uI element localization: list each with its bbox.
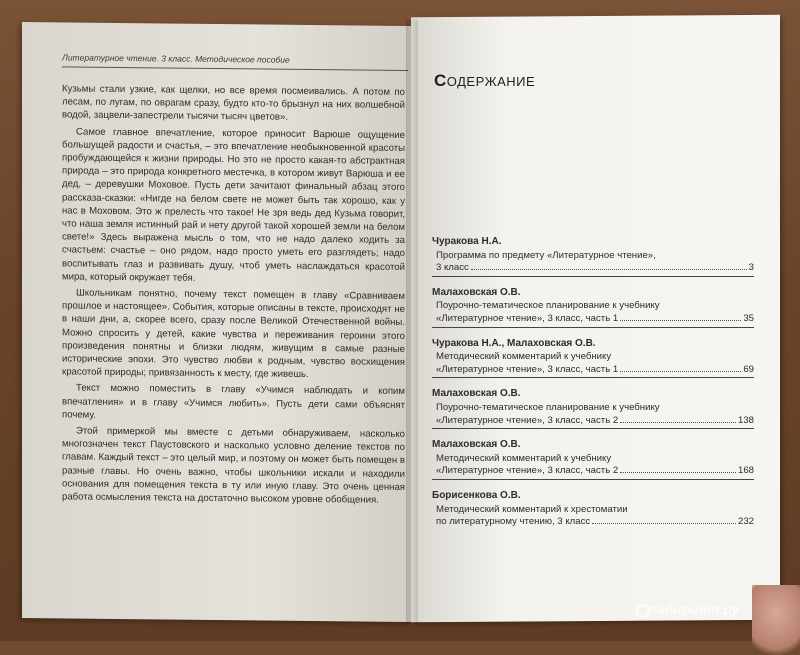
running-head-rule	[62, 66, 408, 71]
toc-author: Чуракова Н.А., Малаховская О.В.	[432, 337, 596, 349]
paragraph: Этой примеркой мы вместе с детьми обнаруживаем, насколько многозначен текст Паустовского и насколько условно деление текстов по главам. Каждый текст – это целый мир, и поэтому он может быть помещен в разные главы. Но очень важно, чтобы школьники искали и находили основания для помещения текста в ту или иную главу. Это очень ценная работа осмысления текста на достаточно высоком уровне обобщения.	[62, 425, 405, 506]
toc-line-text: «Литературное чтение», 3 класс, часть 2	[436, 465, 619, 477]
paragraph: Самое главное впечатление, которое приносит Варюше ощущение большущей радости и счастья, – это впечатление необыкновенной красоты пробуждающейся к жизни природы. Но это не просто какая-то абстрактная природа – это природа конкретного местечка, в котором живут Варюша и ее дед, – деревушки Моховое. Пусть дети зачитают финальный абзац этого рассказа-сказки: «Нигде на белом свете не может быть так хорошо, как у нас в Моховом. Это ж прелесть что такое! Не зря ведь дед Кузьма говорит, что наша земля истинный рай и нету другой такой хорошей земли на белом свете!» Здесь выражена мысль о том, что не надо далеко ходить за счастьем: счастье – оно рядом, надо просто уметь его разглядеть; надо воспитывать глаз и развивать душу, чтоб уметь наслаждаться красотой мира, который окружает тебя.	[62, 126, 405, 284]
toc-rule	[432, 276, 754, 277]
finger-thumb	[752, 585, 800, 655]
toc-author: Малаховская О.В.	[432, 286, 521, 298]
toc-leader-dots	[620, 370, 741, 372]
toc-rule	[432, 327, 754, 328]
toc-entry	[432, 490, 754, 529]
paragraph: Школьникам понятно, почему текст помещен в главу «Сравниваем прошлое и настоящее». События, которые описаны в тексте, происходят не в наши дни, а, скорее всего, сразу после Великой Отечественной войны. Можно спросить у детей, какие чувства и переживания героини этого произведения понятны и близки людям, живущим в самые разные исторические эпохи. Это чувство любви к родным, чувство восхищения красотой природы; привязанность к месту, где живешь.	[62, 287, 405, 381]
toc-line-text: «Литературное чтение», 3 класс, часть 2	[436, 414, 619, 426]
toc-entry	[432, 388, 754, 429]
toc-line: Поурочно-тематическое планирование к учебнику	[436, 300, 660, 312]
toc-line: Программа по предмету «Литературное чтение»,	[436, 249, 656, 261]
toc-author: Малаховская О.В.	[432, 439, 521, 451]
book-gutter	[406, 20, 418, 624]
toc-page-number: 35	[743, 312, 754, 324]
toc-page-number: 168	[737, 465, 754, 477]
toc-leader-dots	[620, 421, 736, 423]
toc-line-text: «Литературное чтение», 3 класс, часть 1	[436, 363, 619, 375]
toc-line-last	[432, 313, 754, 326]
toc-line-last	[432, 516, 754, 529]
toc-line: Методический комментарий к учебнику	[436, 351, 612, 363]
toc-line-text: по литературному чтению, 3 класс	[436, 516, 591, 528]
toc-line-last	[432, 364, 754, 377]
left-page-text	[62, 82, 405, 510]
toc-line: Поурочно-тематическое планирование к учебнику	[436, 401, 660, 413]
toc-line-text: 3 класс	[436, 262, 469, 274]
toc-line: Методический комментарий к учебнику	[436, 452, 612, 464]
toc-entry	[432, 236, 754, 277]
toc-leader-dots	[471, 268, 747, 270]
toc-rule	[432, 377, 754, 378]
table-of-contents	[432, 236, 754, 539]
toc-leader-dots	[620, 471, 736, 473]
toc-line-last	[432, 465, 754, 478]
toc-page-number: 3	[748, 262, 754, 274]
toc-rule	[432, 479, 754, 480]
watermark: лабиринт.ру	[648, 601, 740, 617]
toc-page-number: 232	[737, 516, 754, 528]
toc-page-number: 69	[743, 363, 754, 375]
toc-page-number: 138	[737, 414, 754, 426]
toc-entry	[432, 439, 754, 480]
toc-entry	[432, 338, 754, 379]
left-page	[22, 22, 411, 622]
toc-title-initial: С	[434, 71, 447, 90]
toc-line-last	[432, 262, 754, 275]
paragraph: Текст можно поместить в главу «Учимся наблюдать и копим впечатления» и в главу «Учимся любить». Пусть дети сами объяснят почему.	[62, 382, 405, 421]
toc-line-last	[432, 415, 754, 428]
toc-rule	[432, 428, 754, 429]
running-head: Литературное чтение. 3 класс. Методическое пособие	[62, 52, 290, 65]
toc-line: Методический комментарий к хрестоматии	[436, 503, 628, 515]
toc-title	[434, 71, 535, 91]
toc-line-text: «Литературное чтение», 3 класс, часть 1	[436, 312, 619, 324]
toc-title-rest: ОДЕРЖАНИЕ	[446, 74, 536, 89]
toc-leader-dots	[592, 522, 736, 524]
toc-author: Чуракова Н.А.	[432, 236, 502, 247]
toc-author: Борисенкова О.В.	[432, 489, 521, 501]
toc-author: Малаховская О.В.	[432, 388, 521, 400]
toc-entry	[432, 287, 754, 328]
toc-leader-dots	[620, 319, 741, 321]
paragraph: Кузьмы стали узкие, как щелки, но все время посмеивались. А потом по лесам, по лугам, по оврагам сразу, будто кто-то брызнул на них волшебной водой, зацвели-запестрели тысячи тысяч цветов».	[62, 83, 405, 124]
